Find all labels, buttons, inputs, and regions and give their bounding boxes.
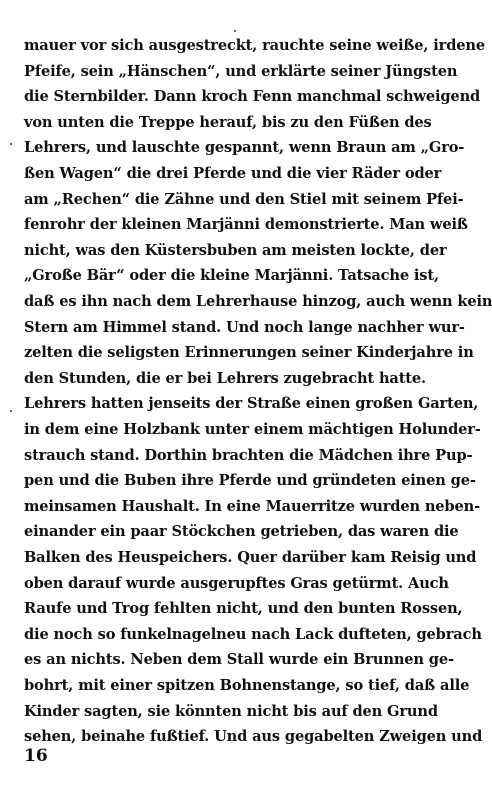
text-line: Lehrers hatten jenseits der Straße einen großen Garten, xyxy=(24,395,479,413)
text-line: einander ein paar Stöckchen getrieben, das waren die xyxy=(24,523,459,541)
text-line: Raufe und Trog fehlten nicht, und den bunten Rossen, xyxy=(24,600,463,618)
text-line: „Große Bär“ oder die kleine Marjänni. Tatsache ist, xyxy=(24,267,439,285)
text-line: bohrt, mit einer spitzen Bohnenstange, so tief, daß alle xyxy=(24,677,470,694)
text-line: ßen Wagen“ die drei Pferde und die vier Räder oder xyxy=(24,165,442,182)
print-speck xyxy=(10,143,12,145)
text-line: in dem eine Holzbank unter einem mächtigen Holunder- xyxy=(24,421,481,438)
text-line: strauch stand. Dorthin brachten die Mädchen ihre Pup- xyxy=(24,446,473,464)
text-line: Pfeife, sein „Hänschen“, und erklärte seiner Jüngsten xyxy=(24,62,458,80)
text-line: sehen, beinahe fußtief. Und aus gegabelten Zweigen und xyxy=(24,728,483,746)
text-line: nicht, was den Küstersbuben am meisten lockte, der xyxy=(24,241,447,259)
page-number: 16 xyxy=(24,746,48,766)
text-line: meinsamen Haushalt. In eine Mauerritze wurden neben- xyxy=(24,497,480,515)
text-line: Lehrers, und lauschte gespannt, wenn Braun am „Gro- xyxy=(24,139,465,157)
text-line: fenrohr der kleinen Marjänni demonstrierte. Man weiß xyxy=(24,216,468,234)
text-line: Kinder sagten, sie könnten nicht bis auf den Grund xyxy=(24,702,438,720)
print-speck xyxy=(234,30,236,32)
text-line: die noch so funkelnagelneu nach Lack dufteten, gebrach xyxy=(24,625,482,643)
text-line: es an nichts. Neben dem Stall wurde ein Brunnen ge- xyxy=(24,651,454,669)
text-line: daß es ihn nach dem Lehrerhause hinzog, auch wenn kein xyxy=(24,293,492,310)
text-line: am „Rechen“ die Zähne und den Stiel mit seinem Pfei- xyxy=(24,190,464,208)
text-line: oben darauf wurde ausgerupftes Gras getürmt. Auch xyxy=(24,574,449,592)
text-line: mauer vor sich ausgestreckt, rauchte seine weiße, irdene xyxy=(24,37,486,54)
text-line: die Sternbilder. Dann kroch Fenn manchmal schweigend xyxy=(24,88,481,106)
text-line: Balken des Heuspeichers. Quer darüber kam Reisig und xyxy=(24,549,477,566)
text-line: den Stunden, die er bei Lehrers zugebracht hatte. xyxy=(24,369,426,387)
text-line: von unten die Treppe herauf, bis zu den Füßen des xyxy=(24,113,432,131)
text-line: zelten die seligsten Erinnerungen seiner Kinderjahre in xyxy=(24,344,474,362)
text-line: Stern am Himmel stand. Und noch lange nachher wur- xyxy=(24,318,465,336)
text-line: pen und die Buben ihre Pferde und gründeten einen ge- xyxy=(24,472,476,490)
print-speck xyxy=(10,410,12,412)
